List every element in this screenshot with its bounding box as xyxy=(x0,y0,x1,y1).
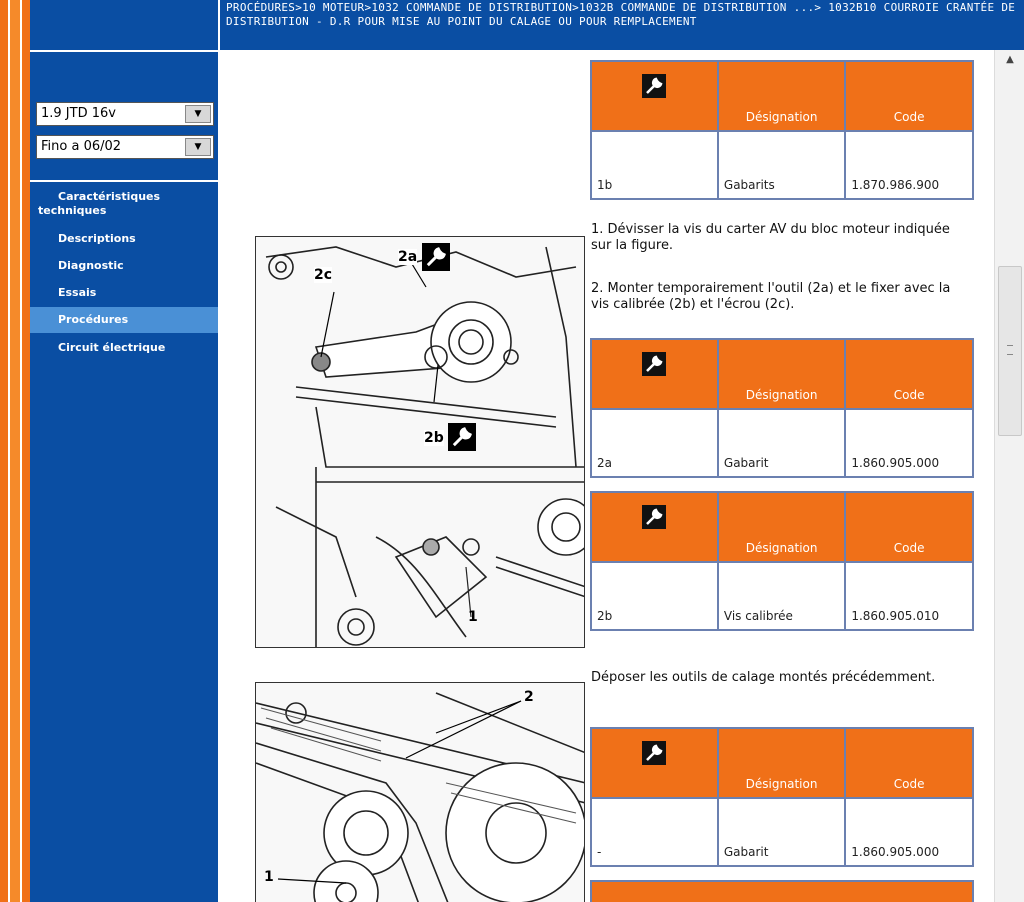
designation-header: Désignation xyxy=(718,61,845,131)
tool-designation: Gabarit xyxy=(718,409,845,477)
designation-header: Désignation xyxy=(718,728,845,798)
figure-label-1: 1 xyxy=(264,869,274,885)
tool-code: 1.860.905.010 xyxy=(845,562,973,630)
tool-designation: Gabarit xyxy=(718,798,845,866)
left-accent-strip xyxy=(0,0,30,902)
version-select[interactable] xyxy=(36,135,214,159)
scroll-up-arrow-icon[interactable]: ▲ xyxy=(1006,54,1014,65)
tool-code: 1.860.905.000 xyxy=(845,409,973,477)
code-header: Code xyxy=(845,61,973,131)
engine-figure-2 xyxy=(255,682,585,902)
designation-header: Désignation xyxy=(718,339,845,409)
figure-label-1: 1 xyxy=(468,609,478,625)
tool-column-header xyxy=(591,61,718,131)
figure-label-2a: 2a xyxy=(398,249,418,265)
wrench-icon xyxy=(642,741,666,765)
tool-table xyxy=(590,338,974,478)
tool-table-partial xyxy=(590,880,974,902)
tool-table xyxy=(590,727,974,867)
model-select-value: 1.9 JTD 16v xyxy=(41,106,116,121)
code-header: Code xyxy=(845,339,973,409)
engine-figure-1 xyxy=(255,236,585,648)
tool-ref: 2a xyxy=(591,409,718,477)
sidebar-item-circuit-electrique[interactable]: Circuit électrique xyxy=(58,341,166,354)
vertical-scrollbar[interactable] xyxy=(994,50,1024,902)
code-header: Code xyxy=(845,492,973,562)
top-bar xyxy=(30,0,1024,50)
scrollbar-thumb[interactable] xyxy=(998,266,1022,436)
code-header: Code xyxy=(845,728,973,798)
breadcrumb[interactable]: PROCÉDURES>10 MOTEUR>1032 COMMANDE DE DISTRIBUTION>1032B COMMANDE DE DISTRIBUTION ...> 1032B10 COURROIE CRANTÉE DE DISTRIBUTION - D.R POUR MISE AU POINT DU CALAGE OU POUR REMPLACEMENT xyxy=(226,1,1016,28)
sidebar-item-essais[interactable]: Essais xyxy=(58,286,97,299)
logo-area xyxy=(30,0,220,50)
sidebar-item-descriptions[interactable]: Descriptions xyxy=(58,232,136,245)
step-2-text: 2. Monter temporairement l'outil (2a) et le fixer avec la vis calibrée (2b) et l'écrou (2c). xyxy=(591,281,951,312)
tool-table xyxy=(590,491,974,631)
tool-code: 1.860.905.000 xyxy=(845,798,973,866)
tool-ref: 2b xyxy=(591,562,718,630)
sidebar-item-diagnostic[interactable]: Diagnostic xyxy=(58,259,124,272)
grip-icon xyxy=(1007,345,1013,355)
figure-label-2: 2 xyxy=(524,689,534,705)
sidebar-item-caracteristiques[interactable]: Caractéristiques techniques xyxy=(38,190,161,217)
tool-designation: Gabarits xyxy=(718,131,845,199)
chevron-down-icon[interactable]: ▼ xyxy=(185,138,211,156)
step-1-text: 1. Dévisser la vis du carter AV du bloc moteur indiquée sur la figure. xyxy=(591,222,950,253)
tool-ref: 1b xyxy=(591,131,718,199)
tool-column-header xyxy=(591,339,718,409)
figure-label-2c: 2c xyxy=(314,267,333,283)
wrench-icon xyxy=(448,423,476,451)
wrench-icon xyxy=(422,243,450,271)
sidebar xyxy=(30,50,220,902)
sidebar-nav xyxy=(30,190,218,362)
nav-divider xyxy=(30,180,218,182)
model-select[interactable] xyxy=(36,102,214,126)
designation-header: Désignation xyxy=(718,492,845,562)
tool-code: 1.870.986.900 xyxy=(845,131,973,199)
tool-column-header xyxy=(591,492,718,562)
wrench-icon xyxy=(642,352,666,376)
chevron-down-icon[interactable]: ▼ xyxy=(185,105,211,123)
tool-column-header xyxy=(591,728,718,798)
wrench-icon xyxy=(642,505,666,529)
tool-designation: Vis calibrée xyxy=(718,562,845,630)
figure-label-2b: 2b xyxy=(424,430,444,446)
wrench-icon xyxy=(642,74,666,98)
main-content xyxy=(222,50,994,902)
step-3-text: Déposer les outils de calage montés précédemment. xyxy=(591,670,936,685)
version-select-value: Fino a 06/02 xyxy=(41,139,122,154)
tool-table xyxy=(590,60,974,200)
sidebar-item-procedures[interactable]: Procédures xyxy=(30,307,218,333)
tool-ref: - xyxy=(591,798,718,866)
